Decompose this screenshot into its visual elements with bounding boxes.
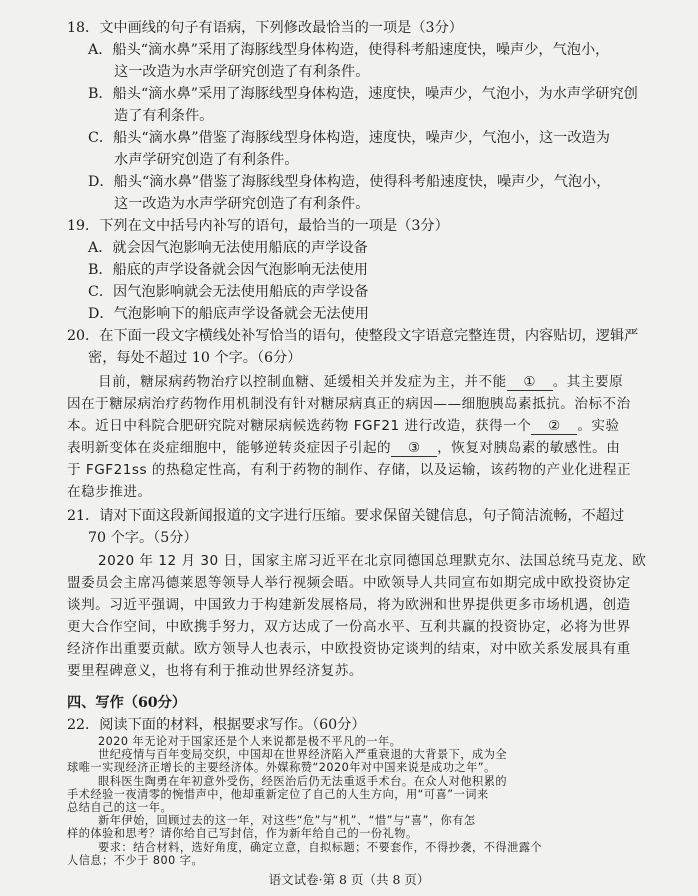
q22-material-line1: 2020 年无论对于国家还是个人来说都是极不平凡的一年。	[98, 735, 402, 748]
section-heading: 四、写作（60分）	[67, 695, 187, 711]
q21-passage-line5: 经济作出重要贡献。欧方领导人也表示，中欧投资协定谈判的结束，对中欧关系发展具有重	[67, 641, 631, 657]
q20-text: ，恢复对胰岛素的敏感性。由	[437, 440, 621, 456]
q21-stem-line1: 21．请对下面这段新闻报道的文字进行压缩。要求保留关键信息，句子简洁流畅，不超过	[67, 508, 625, 524]
q19-option-a: A．就会因气泡影响无法使用船底的声学设备	[88, 240, 368, 256]
q21-passage-line4: 更大合作空间，中欧携手努力，双方达成了一份高水平、互利共赢的投资协定，必将为世界	[67, 619, 631, 635]
q21-passage-line2: 盟委员会主席冯德莱恩等领导人举行视频会晤。中欧领导人共同宣布如期完成中欧投资协定	[67, 575, 631, 591]
q22-material-line4: 眼科医生陶勇在年初意外受伤，经医治后仍无法重返手术台。在众人对他积累的	[98, 774, 508, 788]
page-footer: 语文试卷·第 8 页（共 8 页）	[268, 872, 430, 887]
q20-passage-line2: 因在于糖尿病治疗药物作用机制没有针对糖尿病真正的病因——细胞胰岛素抵抗。治标不治	[67, 396, 631, 412]
blank-2: ②	[531, 418, 577, 435]
q20-passage-line5: 于 FGF21ss 的热稳定性高，有利于药物的制作、存储，以及运输，该药物的产业化进程正	[67, 462, 632, 478]
q18-option-b-line2: 造了有利条件。	[114, 108, 214, 124]
q18-option-c-line2: 水声学研究创造了有利条件。	[114, 152, 299, 168]
q22-material-line5: 手术经验一夜清零的惋惜声中，他却重新定位了自己的人生方向，用“可喜”一词来	[67, 787, 489, 801]
blank-3: ③	[391, 440, 437, 457]
q19-option-b: B．船底的声学设备就会因气泡影响无法使用	[88, 262, 368, 278]
q19-option-d: D．气泡影响下的船底声学设备就会无法使用	[88, 306, 369, 322]
q22-material-line9: 要求：结合材料，选好角度，确定立意，自拟标题；不要套作，不得抄袭，不得泄露个	[98, 840, 543, 854]
q22-material-line8: 样的体验和思考？请你给自己写封信，作为新年给自己的一份礼物。	[67, 827, 418, 841]
q22-material-line2: 世纪疫情与百年变局交织，中国却在世界经济陷入严重衰退的大背景下，成为全	[98, 748, 508, 762]
q20-text: 目前，糖尿病药物治疗以控制血糖、延缓相关并发症为主，并不能	[98, 374, 507, 390]
q21-stem-line2: 70 个字。（5分）	[88, 530, 198, 546]
q18-option-d-line2: 这一改造为水声学研究创造了有利条件。	[114, 196, 370, 212]
q21-passage-line6: 要里程碑意义，也将有利于推动世界经济复苏。	[67, 663, 363, 679]
q20-passage-line4	[67, 438, 620, 458]
q21-passage-line1: 2020 年 12 月 30 日，国家主席习近平在北京同德国总理默克尔、法国总统马克龙、欧	[98, 553, 647, 569]
q22-material-line3: 球唯一实现经济正增长的主要经济体。外媒称赞“2020年对中国来说是成功之年”。	[67, 761, 496, 775]
q20-stem-line2: 密，每处不超过 10 个字。（6分）	[88, 350, 302, 366]
q19-stem: 19．下列在文中括号内补写的语句，最恰当的一项是（3分）	[67, 218, 449, 234]
q18-option-c-line1: C．船头“滴水鼻”借鉴了海豚线型身体构造，速度快，噪声少，气泡小，这一改造为	[88, 130, 610, 146]
blank-1: ①	[507, 374, 553, 391]
q20-text: 本。近日中科院合肥研究院对糖尿病候选药物 FGF21 进行改造，获得一个	[67, 418, 532, 434]
q22-material-line10: 人信息；不少于 800 字。	[67, 853, 204, 867]
q21-passage-line3: 谈判。习近平强调，中国致力于构建新发展格局，将为欧洲和世界提供更多市场机遇，创造	[67, 597, 631, 613]
q18-option-a-line1: A．船头“滴水鼻”采用了海豚线型身体构造，使得科考船速度快，噪声少，气泡小，	[88, 42, 610, 58]
q22-material-line6: 总结自己的这一年。	[67, 801, 173, 814]
q20-text: 。其主要原	[552, 374, 624, 390]
q18-option-a-line2: 这一改造为水声学研究创造了有利条件。	[114, 64, 370, 80]
q22-material-line7: 新年伊始，回顾过去的这一年，对这些“危”与“机”、“惜”与“喜”，你有怎	[98, 814, 476, 828]
q18-option-d-line1: D．船头“滴水鼻”借鉴了海豚线型身体构造，使得科考船速度快，噪声少，气泡小，	[88, 174, 611, 190]
q20-text: 表明新变体在炎症细胞中，能够逆转炎症因子引起的	[67, 440, 392, 456]
q18-stem: 18．文中画线的句子有语病，下列修改最恰当的一项是（3分）	[67, 20, 463, 36]
q20-passage-line1	[98, 372, 623, 392]
q20-passage-line3	[67, 416, 620, 436]
q18-option-b-line1: B．船头“滴水鼻”采用了海豚线型身体构造，速度快，噪声少，气泡小，为水声学研究创	[88, 86, 638, 102]
q20-stem-line1: 20．在下面一段文字横线处补写恰当的语句，使整段文字语意完整连贯，内容贴切，逻辑严	[67, 328, 639, 344]
q22-stem: 22．阅读下面的材料，根据要求写作。（60分）	[67, 717, 366, 733]
q19-option-c: C．因气泡影响就会无法使用船底的声学设备	[88, 284, 369, 300]
q20-text: 。实验	[577, 418, 620, 434]
q20-passage-line6: 在稳步推进。	[67, 484, 152, 500]
